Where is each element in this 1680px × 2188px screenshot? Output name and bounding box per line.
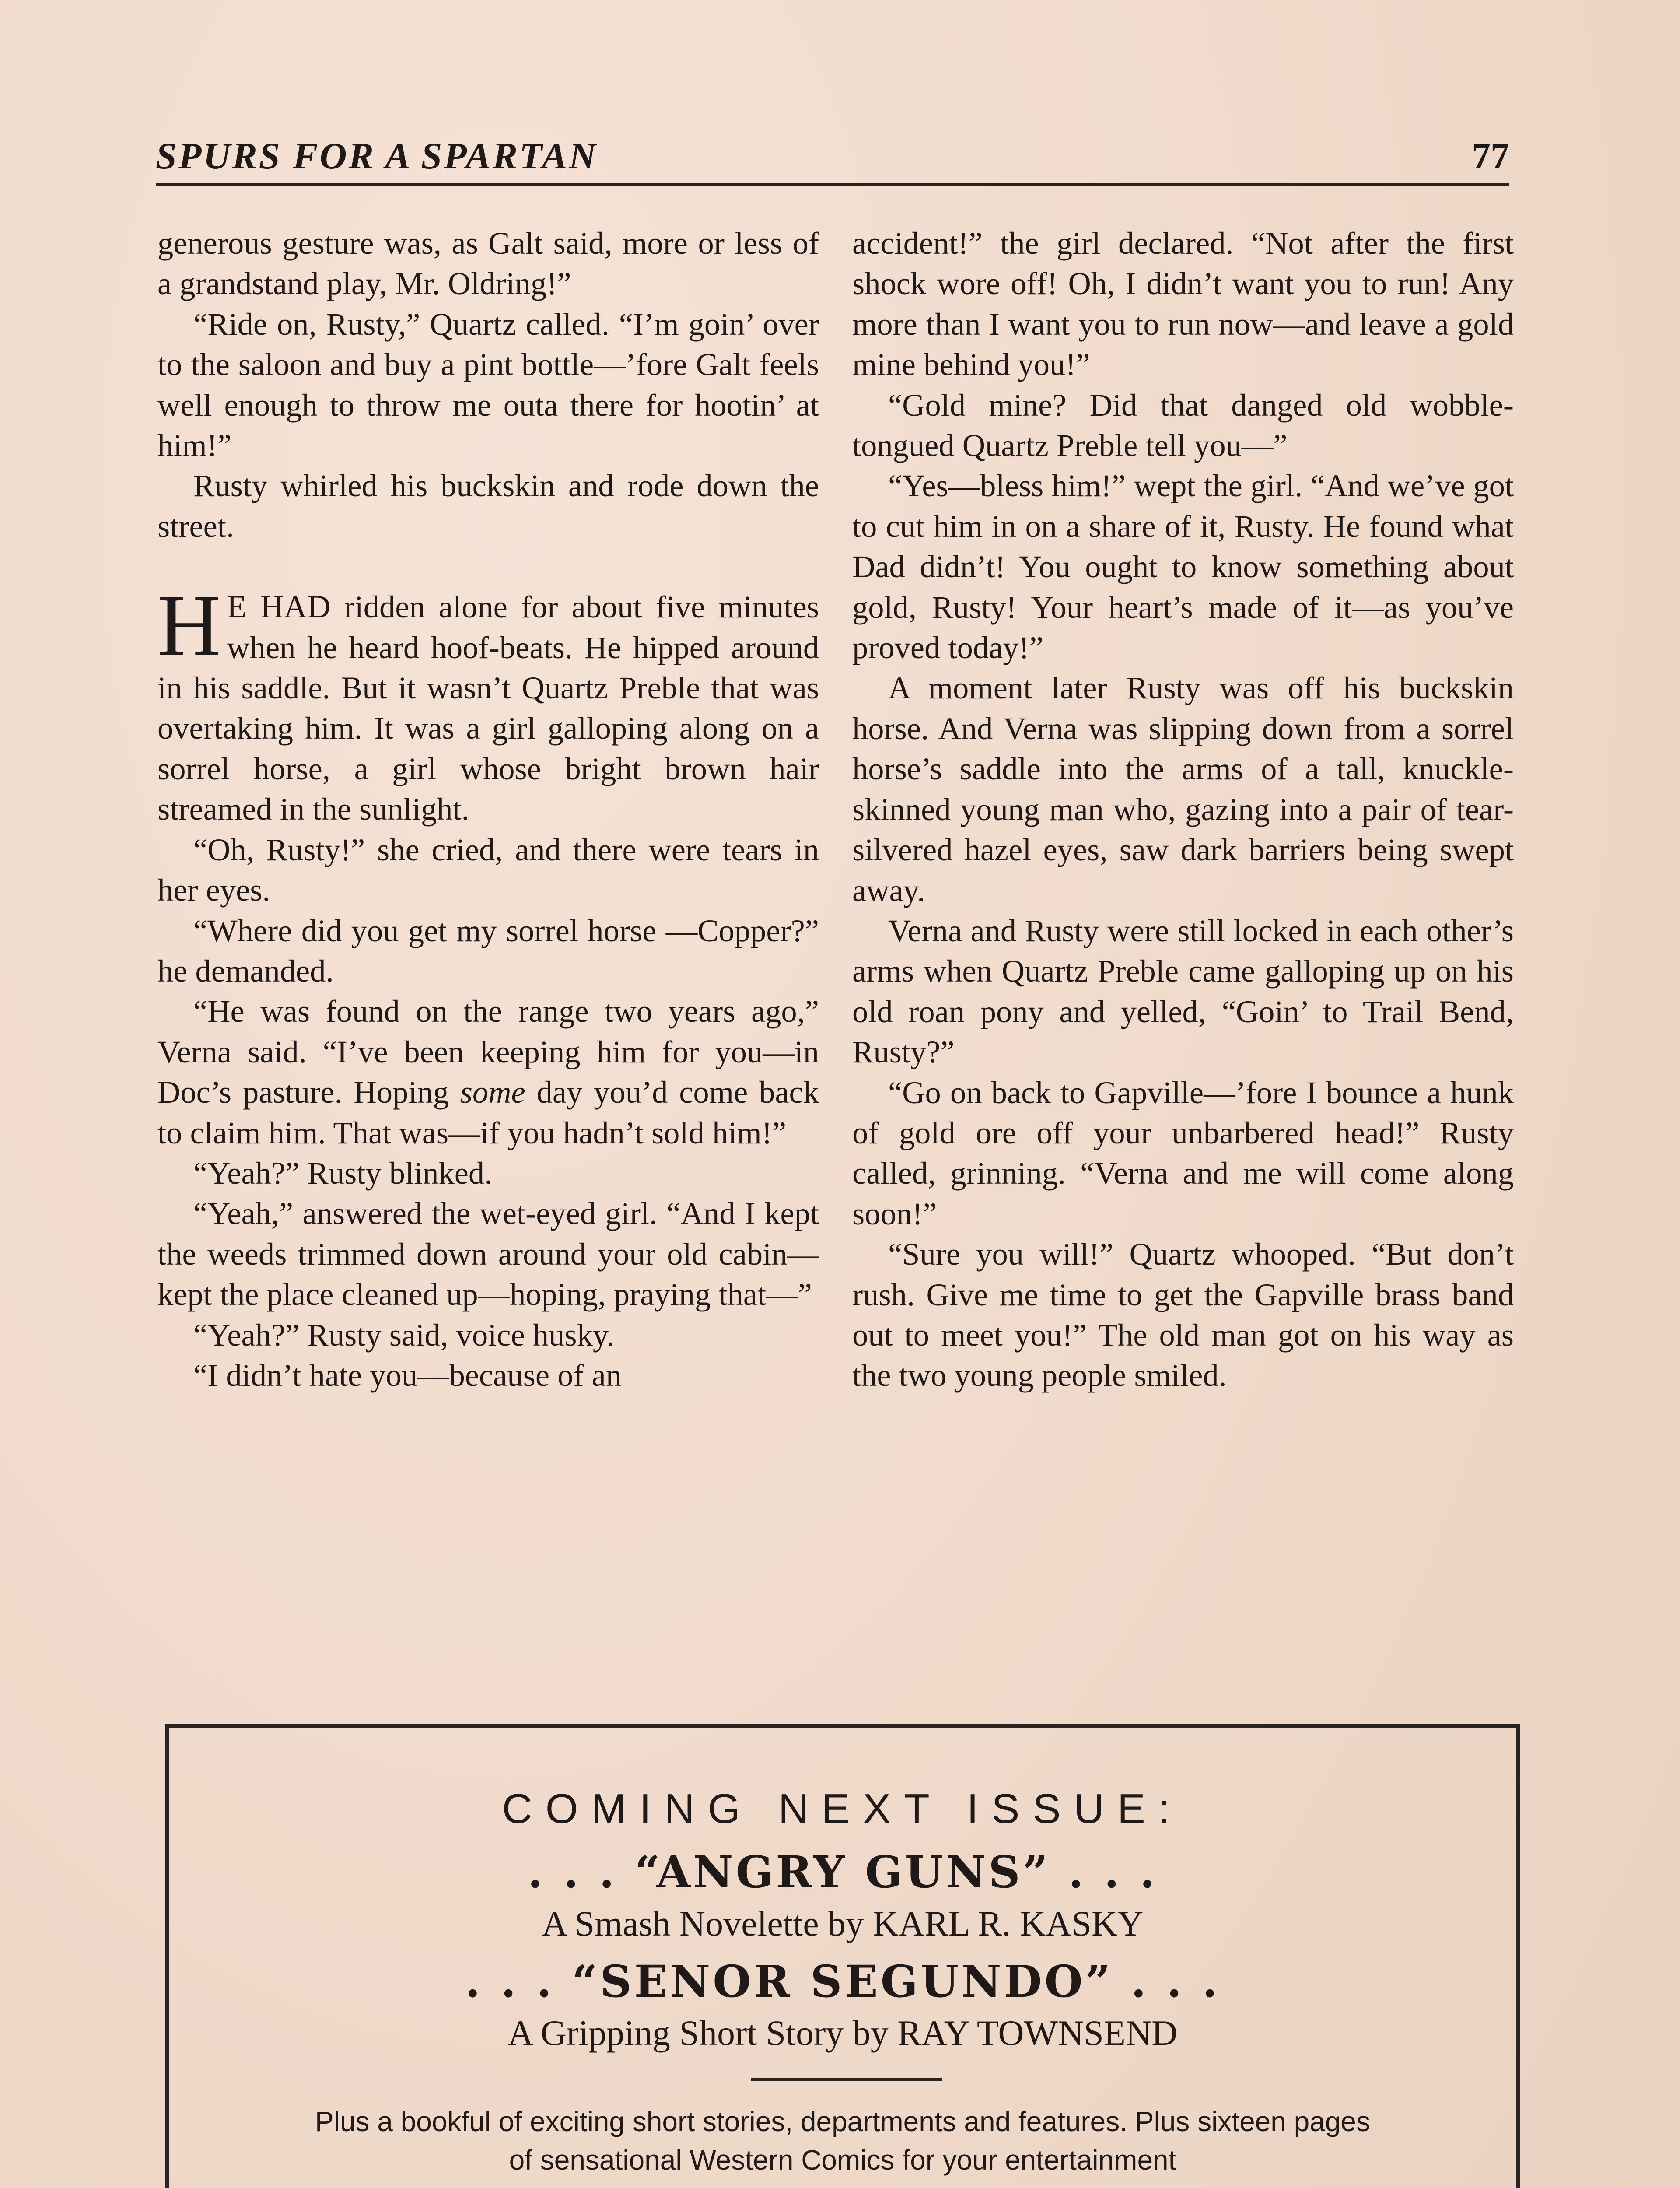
paragraph: accident!” the girl declared. “Not after the first shock wore off! Oh, I didn’t want you to run! Any more than I want you to run now—and leave a gold mine behind you!” bbox=[852, 225, 1514, 382]
paragraph bbox=[158, 991, 819, 1153]
paragraph-text: “He was found on the range two years ago,” Verna said. “I’ve been keeping him for you—in Doc’s pasture. Hoping bbox=[158, 993, 819, 1110]
emphasis-text: some bbox=[460, 1074, 525, 1110]
paragraph: “Yeah?” Rusty said, voice husky. bbox=[193, 1317, 615, 1353]
page-number: 77 bbox=[1472, 135, 1509, 177]
paragraph: “Yeah,” answered the wet-eyed girl. “And I kept the weeds trimmed down around your old cabin—kept the place cleaned up—hoping, praying that—” bbox=[158, 1196, 819, 1312]
drop-cap: H bbox=[158, 577, 221, 674]
small-caps-lead: E HAD bbox=[227, 589, 331, 625]
paragraph: “Oh, Rusty!” she cried, and there were tears in her eyes. bbox=[158, 831, 819, 908]
page-header bbox=[156, 131, 1509, 186]
paragraph: “Ride on, Rusty,” Quartz called. “I’m goin’ over to the saloon and buy a pint bottle—’fore Galt feels well enough to throw me outa there for hootin’ at him!” bbox=[158, 306, 819, 463]
paragraph: A moment later Rusty was off his buckskin horse. And Verna was slipping down from a sorrel horse’s saddle into the arms of a tall, knuckle-skinned young man who, gazing into a pair of tear-silvered hazel eyes, saw dark barriers being swept away. bbox=[852, 670, 1514, 908]
paragraph-text: ridden alone for about five minutes when he heard hoof-beats. He hipped around in his saddle. But it wasn’t Quartz Preble that was overtaking him. It was a girl galloping along on a sorrel horse, a girl whose bright brown hair streamed in the sunlight. bbox=[158, 589, 819, 827]
coming-next-issue-box bbox=[165, 1724, 1520, 2188]
paragraph: Rusty whirled his buckskin and rode down the street. bbox=[158, 468, 819, 544]
paragraph: “Gold mine? Did that danged old wobble-tongued Quartz Preble tell you—” bbox=[852, 387, 1514, 463]
paragraph-text: day you’d come back to claim him. That was—if you hadn’t sold him!” bbox=[158, 1074, 819, 1150]
promo-heading: COMING NEXT ISSUE: bbox=[502, 1785, 1183, 1832]
paragraph: Verna and Rusty were still locked in each other’s arms when Quartz Preble came galloping up on his old roan pony and yelled, “Goin’ to Trail Bend, Rusty?” bbox=[852, 912, 1514, 1070]
section-opening-paragraph bbox=[158, 577, 819, 829]
paragraph: “Sure you will!” Quartz whooped. “But don’t rush. Give me time to get the Gapville brass band out to meet you!” The old man got on his way as the two young people smiled. bbox=[852, 1236, 1514, 1393]
paragraph: “I didn’t hate you—because of an bbox=[193, 1357, 622, 1393]
divider bbox=[751, 2078, 942, 2081]
paragraph: “Go on back to Gapville—’fore I bounce a hunk of gold ore off your unbarbered head!” Rusty called, grinning. “Verna and me will come along soon!” bbox=[852, 1074, 1514, 1231]
paragraph: “Yes—bless him!” wept the girl. “And we’ve got to cut him in on a share of it, Rusty. He found what Dad didn’t! You ought to know something about gold, Rusty! Your heart’s made of it—as you’ve proved today!” bbox=[852, 468, 1514, 666]
paragraph: generous gesture was, as Galt said, more or less of a grandstand play, Mr. Oldring!” bbox=[158, 225, 819, 302]
paragraph: “Where did you get my sorrel horse —Copper?” he demanded. bbox=[158, 912, 819, 989]
story-title-senor-segundo: . . . “SENOR SEGUNDO” . . . bbox=[465, 1956, 1220, 2007]
story-title-angry-guns: . . . “ANGRY GUNS” . . . bbox=[528, 1846, 1158, 1898]
story-byline-novelette: A Smash Novelette by KARL R. KASKY bbox=[542, 1904, 1144, 1943]
left-column bbox=[158, 223, 819, 1396]
promo-blurb: Plus a bookful of exciting short stories, departments and features. Plus sixteen pages of sensational Western Comics for your entertainment bbox=[315, 2106, 1370, 2176]
story-byline-short-story: A Gripping Short Story by RAY TOWNSEND bbox=[508, 2013, 1178, 2053]
paragraph: “Yeah?” Rusty blinked. bbox=[193, 1155, 493, 1191]
right-column bbox=[852, 223, 1514, 1396]
running-head: SPURS FOR A SPARTAN bbox=[156, 135, 598, 177]
